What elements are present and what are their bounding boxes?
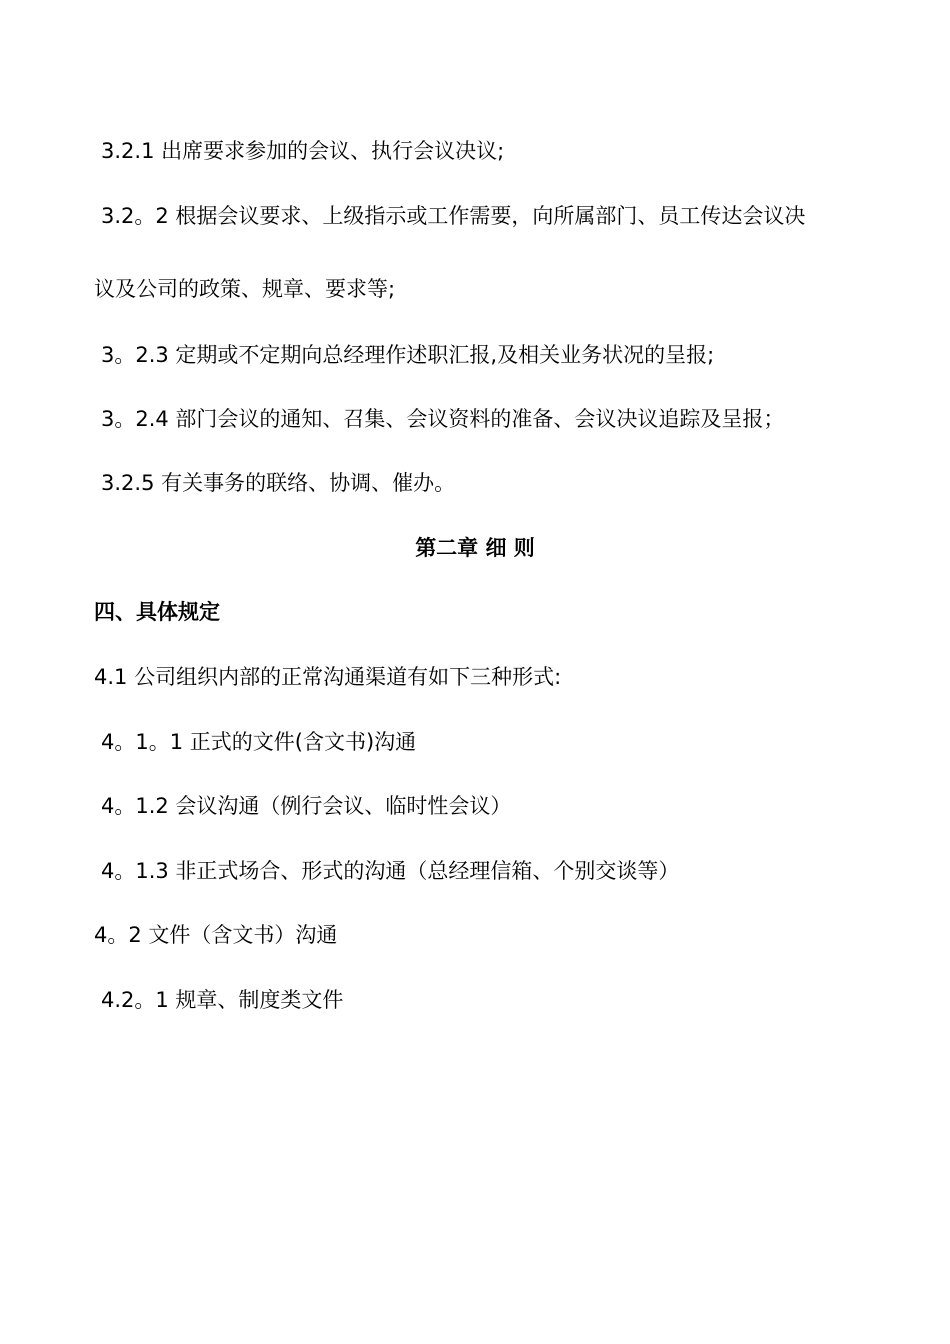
paragraph-3-2-4: 3。2.4 部门会议的通知、召集、会议资料的准备、会议决议追踪及呈报； xyxy=(101,407,785,431)
chapter-title: 第二章 细 则 xyxy=(415,536,535,560)
section-heading: 四、具体规定 xyxy=(94,600,220,624)
paragraph-4-2: 4。2 文件（含文书）沟通 xyxy=(94,923,338,947)
paragraph-3-2-1: 3.2.1 出席要求参加的会议、执行会议决议; xyxy=(101,139,505,163)
paragraph-4-1-2: 4。1.2 会议沟通（例行会议、临时性会议） xyxy=(101,794,512,818)
paragraph-3-2-2-continued: 议及公司的政策、规章、要求等; xyxy=(94,277,396,301)
paragraph-4-1-1: 4。1。1 正式的文件(含文书)沟通 xyxy=(101,730,417,754)
paragraph-4-1-3: 4。1.3 非正式场合、形式的沟通（总经理信箱、个别交谈等） xyxy=(101,859,680,883)
paragraph-4-2-1: 4.2。1 规章、制度类文件 xyxy=(101,988,344,1012)
paragraph-3-2-3: 3。2.3 定期或不定期向总经理作述职汇报,及相关业务状况的呈报; xyxy=(101,343,715,367)
paragraph-3-2-2: 3.2。2 根据会议要求、上级指示或工作需要，向所属部门、员工传达会议决 xyxy=(101,204,806,228)
paragraph-4-1: 4.1 公司组织内部的正常沟通渠道有如下三种形式: xyxy=(94,665,562,689)
paragraph-3-2-5: 3.2.5 有关事务的联络、协调、催办。 xyxy=(101,471,456,495)
